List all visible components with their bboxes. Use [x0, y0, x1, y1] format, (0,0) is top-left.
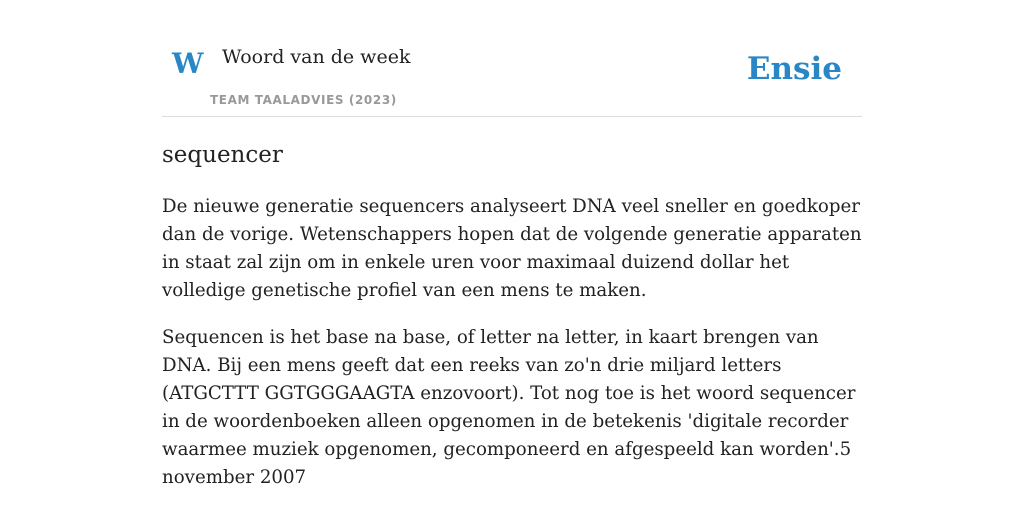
article-card — [162, 0, 862, 512]
brand-logo[interactable]: Ensie — [746, 51, 842, 87]
woord-van-de-week-logo: W — [172, 47, 204, 80]
word-title: sequencer — [162, 142, 283, 168]
article-header — [162, 0, 862, 117]
author-label[interactable]: TEAM TAALADVIES (2023) — [210, 93, 397, 107]
article-paragraph-1: De nieuwe generatie sequencers analyseert DNA veel sneller en goedkoper dan de vorige. Wetenschappers hopen dat de volgende generatie apparaten in staat zal zijn om in enkele uren voor maximaal duizend dollar het volledige genetische profiel van een mens te maken. — [162, 195, 862, 301]
article-paragraph-2: Sequencen is het base na base, of letter na letter, in kaart brengen van DNA. Bij een mens geeft dat een reeks van zo'n drie miljard letters (ATGCTTT GGTGGGAAGTA enzovoort). Tot nog toe is het woord sequencer in de woordenboeken alleen opgenomen in de betekenis 'digitale recorder waarmee muziek opgenomen, gecomponeerd en afgespeeld kan worden'.5 november 2007 — [162, 326, 856, 488]
section-title[interactable]: Woord van de week — [222, 46, 411, 68]
